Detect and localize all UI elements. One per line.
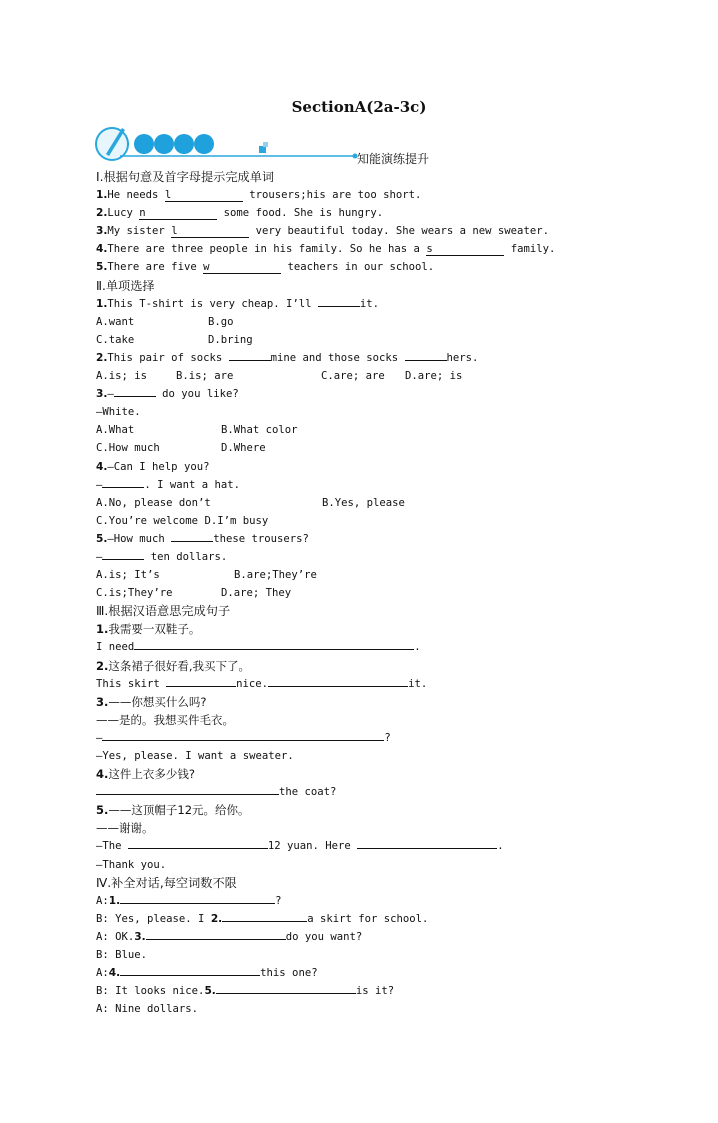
s3-q5-cn: 5.——这顶帽子12元。给你。: [96, 803, 250, 818]
s4-line-3: A: OK.3. do you want?: [96, 928, 656, 946]
s2-q5-options-cd: C.is;They’re D.are; They: [96, 587, 292, 600]
page-title: SectionA(2a-3c): [291, 98, 427, 116]
s3-q1-cn: 1.我需要一双鞋子。: [96, 622, 201, 637]
s2-q1-options-cd: C.take D.bring: [96, 333, 253, 346]
section-4-heading: Ⅳ.补全对话,每空词数不限: [96, 875, 237, 890]
s3-q4: the coat?: [96, 783, 656, 801]
s2-q4-reply: — . I want a hat.: [96, 476, 656, 494]
section-2-heading: Ⅱ.单项选择: [96, 278, 155, 293]
s3-q1: I need .: [96, 638, 656, 656]
s1-q4: 4.There are three people in his family. So he has a s family.: [96, 243, 556, 256]
s2-q4-options-cd: C.You’re welcome D.I’m busy: [96, 514, 269, 527]
s1-q2: 2.Lucy n some food. She is hungry.: [96, 207, 384, 220]
s3-q3-cn2: ——是的。我想买件毛衣。: [96, 712, 234, 727]
s3-q3-cn: 3.——你想买什么吗?: [96, 694, 207, 709]
s2-q1: 1.This T-shirt is very cheap. I’ll it.: [96, 295, 656, 313]
s2-q3-options-cd: C.How much D.Where: [96, 442, 266, 455]
banner-label: 知能演练提升: [357, 152, 430, 166]
s3-q5-cn2: ——谢谢。: [96, 821, 154, 836]
s1-q1: 1.He needs l trousers;his are too short.: [96, 189, 422, 202]
s3-q3-reply: —Yes, please. I want a sweater.: [96, 750, 294, 762]
s3-q2-cn: 2.这条裙子很好看,我买下了。: [96, 658, 251, 673]
section-1-heading: Ⅰ.根据句意及首字母提示完成单词: [96, 170, 275, 184]
s2-q5-reply: — ten dollars.: [96, 548, 656, 566]
s3-q5-reply: —Thank you.: [96, 858, 167, 871]
s4-line-2: B: Yes, please. I 2. a skirt for school.: [96, 910, 656, 928]
s2-q5-options-ab: A.is; It’s B.are;They’re: [96, 569, 317, 582]
s2-q3-reply: —White.: [96, 406, 141, 419]
s2-q3: 3.— do you like?: [96, 385, 656, 403]
s3-q5: —The 12 yuan. Here .: [96, 837, 656, 855]
s2-q2: 2.This pair of socks mine and those socks hers.: [96, 349, 656, 367]
s4-line-6: B: It looks nice.5. is it?: [96, 982, 656, 1000]
s2-q1-options-ab: A.want B.go: [96, 315, 234, 328]
s2-q4: 4.—Can I help you?: [96, 460, 210, 473]
s1-q3: 3.My sister l very beautiful today. She wears a new sweater.: [96, 225, 549, 238]
s2-q3-options-ab: A.What B.What color: [96, 424, 298, 437]
s2-q2-options: A.is; is B.is; are C.are; are D.are; is: [96, 370, 463, 383]
section-3-heading: Ⅲ.根据汉语意思完成句子: [96, 604, 231, 619]
s4-line-5: A:4. this one?: [96, 964, 656, 982]
s4-line-7: A: Nine dollars.: [96, 1003, 199, 1016]
s4-line-1: A:1. ?: [96, 892, 656, 910]
s3-q3: — ?: [96, 729, 656, 747]
s3-q4-cn: 4.这件上衣多少钱?: [96, 767, 195, 782]
s2-q4-options-ab: A.No, please don’t B.Yes, please: [96, 496, 405, 509]
s1-q5: 5.There are five w teachers in our school.: [96, 261, 435, 274]
s4-line-4: B: Blue.: [96, 949, 148, 962]
worksheet-content: [96, 168, 656, 1018]
s2-q5: 5.—How much these trousers?: [96, 530, 656, 548]
s3-q2: This skirt nice. it.: [96, 675, 656, 693]
